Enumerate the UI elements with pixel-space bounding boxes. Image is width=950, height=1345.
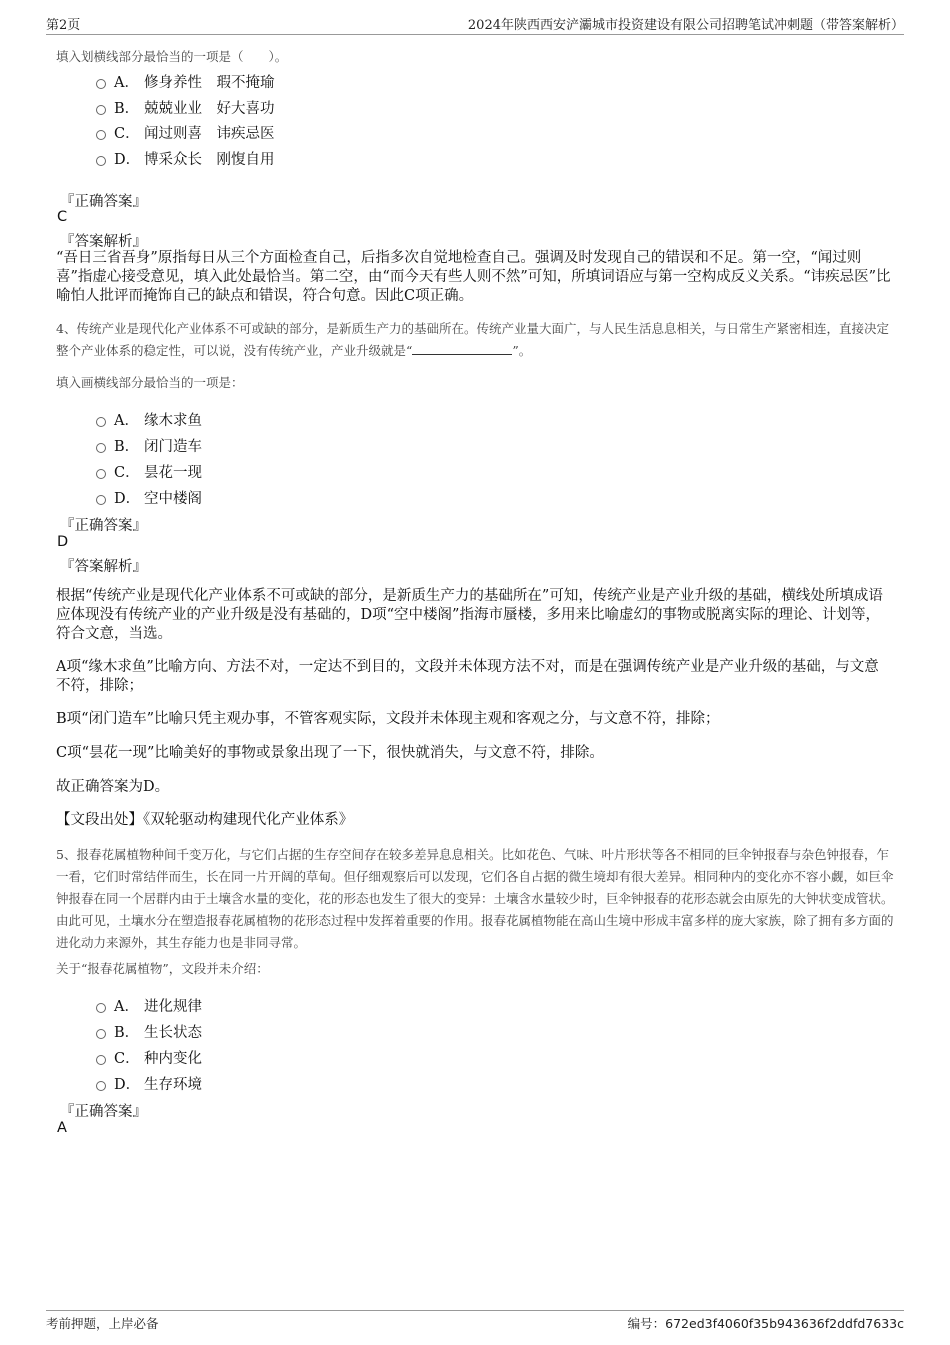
- q5-option-c[interactable]: C． 种内变化: [96, 1046, 202, 1068]
- q5-answer-label: 『正确答案』: [60, 1104, 147, 1120]
- radio-icon[interactable]: [96, 156, 106, 166]
- q4-analysis-p1: 根据“传统产业是现代化产业体系不可或缺的部分，是新质生产力的基础所在”可知，传统产业是产业升级的基础，横线处所填成语应体现没有传统产业的产业升级是没有基础的，D项“空中楼阁”指海市蜃楼，多用来比喻虚幻的事物或脱离实际的理论、计划等，符合文意，当选。: [56, 588, 883, 642]
- q5-option-b[interactable]: B． 生长状态: [96, 1020, 202, 1042]
- q3-option-c[interactable]: C． 闻过则喜 讳疾忌医: [96, 121, 275, 143]
- q3-analysis: “吾日三省吾身”原指每日从三个方面检查自己，后指多次自觉地检查自己。强调及时发现自己的错误和不足。第一空，“闻过则喜”指虚心接受意见，填入此处最恰当。第二空，由“而今天有些人则不然”可知，所填词语应与第一空构成反义关系。“讳疾忌医”比喻怕人批评而掩饰自己的缺点和错误，符合句意。因此C项正确。: [56, 250, 891, 304]
- q4-analysis-p2: A项“缘木求鱼”比喻方向、方法不对，一定达不到目的，文段并未体现方法不对，而是在强调传统产业是产业升级的基础，与文意不符，排除；: [56, 659, 879, 694]
- radio-icon[interactable]: [96, 105, 106, 115]
- q4-option-c[interactable]: C． 昙花一现: [96, 460, 202, 482]
- q4-analysis-label: 『答案解析』: [60, 559, 147, 575]
- q4-analysis-p3: B项“闭门造车”比喻只凭主观办事，不管客观实际，文段并未体现主观和客观之分，与文意不符，排除；: [56, 711, 720, 727]
- q4-option-d[interactable]: D． 空中楼阁: [96, 486, 202, 508]
- q4-analysis-p4: C项“昙花一现”比喻美好的事物或景象出现了一下，很快就消失，与文意不符，排除。: [56, 745, 604, 761]
- q5-prompt: 关于“报春花属植物”，文段并未介绍：: [56, 961, 269, 976]
- q3-option-d[interactable]: D． 博采众长 刚愎自用: [96, 147, 275, 169]
- q5-answer: A: [57, 1120, 67, 1136]
- q4-answer-label: 『正确答案』: [60, 518, 147, 534]
- fill-blank: [412, 342, 512, 355]
- radio-icon[interactable]: [96, 1081, 106, 1091]
- q5-stem: 5、报春花属植物种间千变万化，与它们占据的生存空间存在较多差异息息相关。比如花色、气味、叶片形状等各不相同的巨伞钟报春与杂色钟报春，乍一看，它们时常结伴而生，长在同一片开阔的草甸。但仔细观察后可以发现，它们各自占据的微生境却有很大差异。相同种内的变化亦不容小觑，如巨伞钟报春在同一个居群内由于土壤含水量的变化，花的形态也发生了很大的变异：土壤含水量较少时，巨伞钟报春的花形态就会由原先的大钟状变成管状。由此可见，土壤水分在塑造报春花属植物的花形态过程中发挥着重要的作用。报春花属植物能在高山生境中形成丰富多样的庞大家族，除了拥有多方面的进化动力来源外，其生存能力也是非同寻常。: [56, 847, 894, 950]
- q3-option-b[interactable]: B． 兢兢业业 好大喜功: [96, 96, 275, 118]
- radio-icon[interactable]: [96, 443, 106, 453]
- q4-answer: D: [57, 534, 69, 550]
- footer-code: 编号：672ed3f4060f35b943636f2ddfd7633c: [627, 1316, 904, 1331]
- q3-option-a[interactable]: A． 修身养性 瑕不掩瑜: [96, 70, 275, 92]
- q5-option-d[interactable]: D． 生存环境: [96, 1072, 202, 1094]
- page-header: [46, 14, 904, 35]
- radio-icon[interactable]: [96, 1029, 106, 1039]
- q3-prompt: 填入划横线部分最恰当的一项是（ ）。: [56, 49, 288, 64]
- radio-icon[interactable]: [96, 469, 106, 479]
- q3-analysis-label: 『答案解析』: [60, 234, 147, 250]
- radio-icon[interactable]: [96, 417, 106, 427]
- page-footer: [46, 1310, 904, 1331]
- q3-answer-label: 『正确答案』: [60, 194, 147, 210]
- q3-answer: C: [57, 209, 68, 225]
- q4-stem: 4、传统产业是现代化产业体系不可或缺的部分，是新质生产力的基础所在。传统产业量大面广，与人民生活息息相关，与日常生产紧密相连，直接决定整个产业体系的稳定性，可以说，没有传统产业，产业升级就是“ ”。: [56, 321, 889, 358]
- q4-option-a[interactable]: A． 缘木求鱼: [96, 408, 202, 430]
- radio-icon[interactable]: [96, 495, 106, 505]
- q4-prompt: 填入画横线部分最恰当的一项是：: [56, 375, 244, 390]
- radio-icon[interactable]: [96, 130, 106, 140]
- radio-icon[interactable]: [96, 1003, 106, 1013]
- q5-option-a[interactable]: A． 进化规律: [96, 994, 202, 1016]
- document-title: 2024年陕西西安浐灞城市投资建设有限公司招聘笔试冲刺题（带答案解析）: [467, 18, 904, 33]
- q4-option-b[interactable]: B． 闭门造车: [96, 434, 202, 456]
- radio-icon[interactable]: [96, 1055, 106, 1065]
- page-number: 第2页: [46, 18, 81, 33]
- q4-source: 【文段出处】《双轮驱动构建现代化产业体系》: [56, 812, 354, 828]
- q4-analysis-p5: 故正确答案为D。: [56, 779, 170, 795]
- radio-icon[interactable]: [96, 79, 106, 89]
- footer-slogan: 考前押题，上岸必备: [46, 1316, 159, 1331]
